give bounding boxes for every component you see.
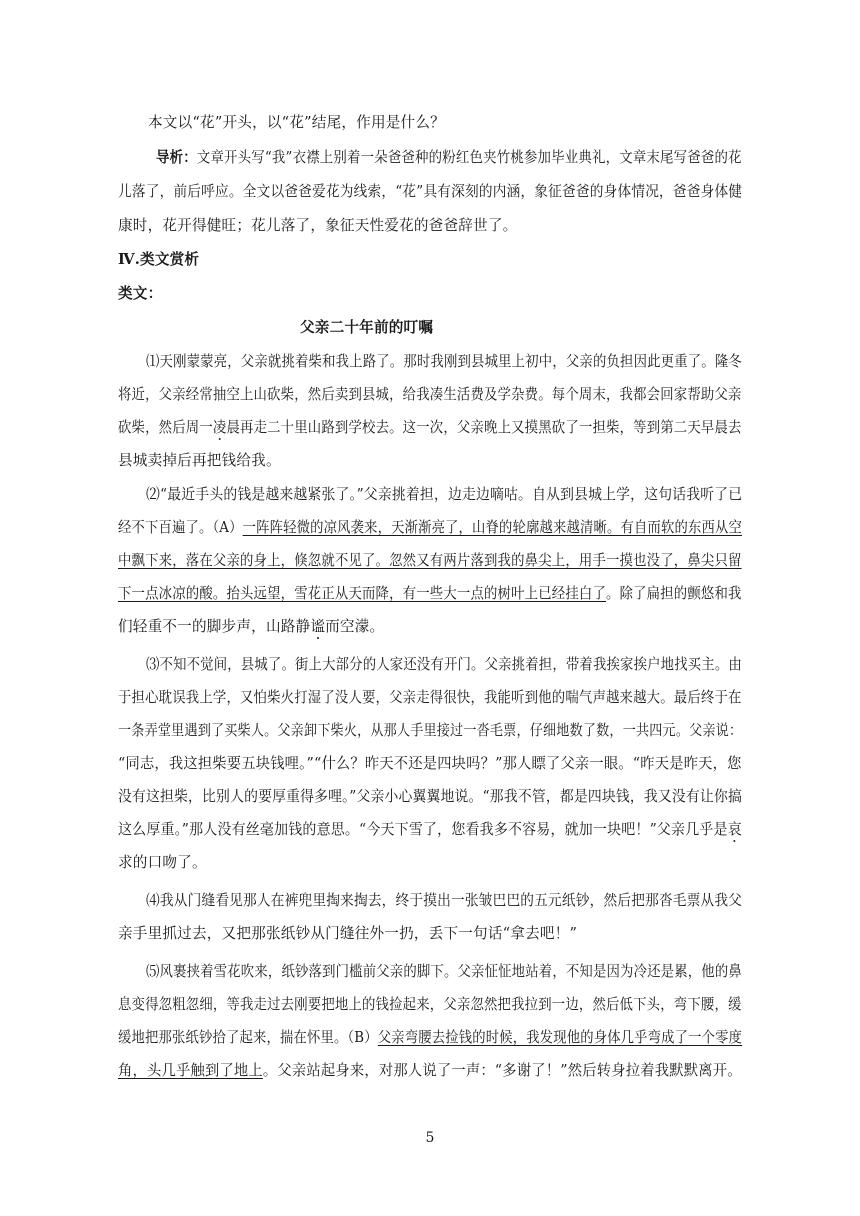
p3-line-2: 于担心耽误我上学，又怕柴火打湿了没人要，父亲走得很快，我能听到他的喘气声越来越大。最后终于在 (118, 689, 742, 706)
analysis-line-1: 导析：文章开头写“我”衣襟上别着一朵爸爸种的粉红色夹竹桃参加毕业典礼，文章末尾写爸爸的花 (156, 149, 742, 166)
p5-line-2: 息变得忽粗忽细，等我走过去刚要把地上的钱捡起来，父亲忽然把我拉到一边，然后低下头，弯下腰，缓 (118, 996, 742, 1013)
passage-label: 类文： (118, 285, 163, 302)
passage-title: 父亲二十年前的叮嘱 (300, 319, 434, 336)
p1-line-2: 将近，父亲经常抽空上山砍柴，然后卖到县城，给我凑生活费及学杂费。每个周末，我都会回家帮助父亲 (118, 386, 742, 403)
p3-line-3: 一条弄堂里遇到了买柴人。父亲卸下柴火，从那人手里接过一沓毛票，仔细地数了数，一共四元。父亲说： (118, 722, 743, 739)
emphasis-dot-char: 哀 (727, 821, 742, 838)
p4-line-1: ⑷我从门缝看见那人在裤兜里掏来掏去，终于摸出一张皱巴巴的五元纸钞，然后把那沓毛票从我父 (146, 892, 743, 909)
page-number: 5 (425, 1130, 435, 1146)
underlined-passage-b: 角，头几乎触到了地上 (118, 1062, 263, 1079)
analysis-line-2: 儿落了，前后呼应。全文以爸爸爱花为线索，“花”具有深刻的内涵，象征爸爸的身体情况，爸爸身体健 (118, 183, 743, 200)
p3-line-1: ⑶不知不觉间，县城了。街上大部分的人家还没有开门。父亲挑着担，带着我挨家挨户地找买主。由 (146, 656, 742, 673)
underlined-passage-a: 中飘下来，落在父亲的身上，倏忽就不见了。忽然又有两片落到我的鼻尖上，用手一摸也没了，鼻尖只留 (118, 552, 742, 569)
underlined-passage-a: 下一点冰凉的酸。抬头远望，雪花正从天而降，有一些大一点的树叶上已经挂白了 (118, 585, 607, 602)
p1-line-4: 县城卖掉后再把钱给我。 (118, 452, 281, 469)
p5-line-4: 角，头几乎触到了地上。父亲站起身来，对那人说了一声：“多谢了！”然后转身拉着我默默离开。 (118, 1062, 742, 1079)
underlined-passage-b: 父亲弯腰去捡钱的时候，我发现他的身体几乎弯成了一个零度 (377, 1029, 743, 1046)
p2-line-1: ⑵“最近手头的钱是越来越紧张了。”父亲挑着担，边走边嘀咕。自从到县城上学，这句话我听了已 (146, 486, 743, 503)
p2-line-5: 们轻重不一的脚步声，山路静谧而空濛。 (118, 618, 385, 635)
emphasis-dot-char: 凌 (212, 419, 227, 436)
p3-line-4: “同志，我这担柴要五块钱哩。”“什么？昨天不还是四块吗？”那人瞟了父亲一眼。“昨天是昨天，您 (118, 755, 742, 772)
p3-line-7: 求的口吻了。 (118, 854, 207, 871)
p2-line-3 (118, 551, 742, 571)
p5-line-3: 缓地把那张纸钞拾了起来，揣在怀里。（B）父亲弯腰去捡钱的时候，我发现他的身体几乎弯成了一个零度 (118, 1029, 743, 1046)
p2-line-4: 下一点冰凉的酸。抬头远望，雪花正从天而降，有一些大一点的树叶上已经挂白了。除了扁担的颤悠和我 (118, 585, 742, 602)
p4-line-2: 亲手里抓过去，又把那张纸钞从门缝往外一扔，丢下一句话“拿去吧！” (118, 925, 578, 942)
emphasis-dot-char: 谧 (310, 618, 326, 635)
p3-line-5: 没有这担柴，比别人的要厚重得多哩。”父亲小心翼翼地说。“那我不管，都是四块钱，我又没有让你搞 (118, 788, 742, 805)
p1-line-1: ⑴天刚蒙蒙亮，父亲就挑着柴和我上路了。那时我刚到县城里上初中，父亲的负担因此更重了。隆冬 (146, 353, 742, 370)
p2-line-2: 经不下百遍了。（A）一阵阵轻微的凉风袭来，天渐渐亮了，山脊的轮廓越来越清晰。有自而软的东西从空 (118, 519, 742, 536)
p1-line-3: 砍柴，然后周一凌晨再走二十里山路到学校去。这一次，父亲晚上又摸黑砍了一担柴，等到第二天早晨去 (118, 419, 742, 436)
analysis-line-3: 康时，花开得健旺；花儿落了，象征天性爱花的爸爸辞世了。 (118, 217, 518, 234)
underlined-passage-a: 一阵阵轻微的凉风袭来，天渐渐亮了，山脊的轮廓越来越清晰。有自而软的东西从空 (242, 519, 742, 536)
p5-line-1: ⑸风裹挟着雪花吹来，纸钞落到门槛前父亲的脚下。父亲怔怔地站着，不知是因为冷还是累，他的鼻 (146, 963, 742, 980)
question-text: 本文以“花”开头，以“花”结尾，作用是什么？ (148, 114, 445, 131)
p3-line-6: 这么厚重。”那人没有丝毫加钱的意思。“今天下雪了，您看我多不容易，就加一块吧！”父亲几乎是哀 (118, 821, 742, 838)
section-heading: Ⅳ.类文赏析 (118, 251, 200, 268)
analysis-label: 导析： (156, 149, 197, 166)
